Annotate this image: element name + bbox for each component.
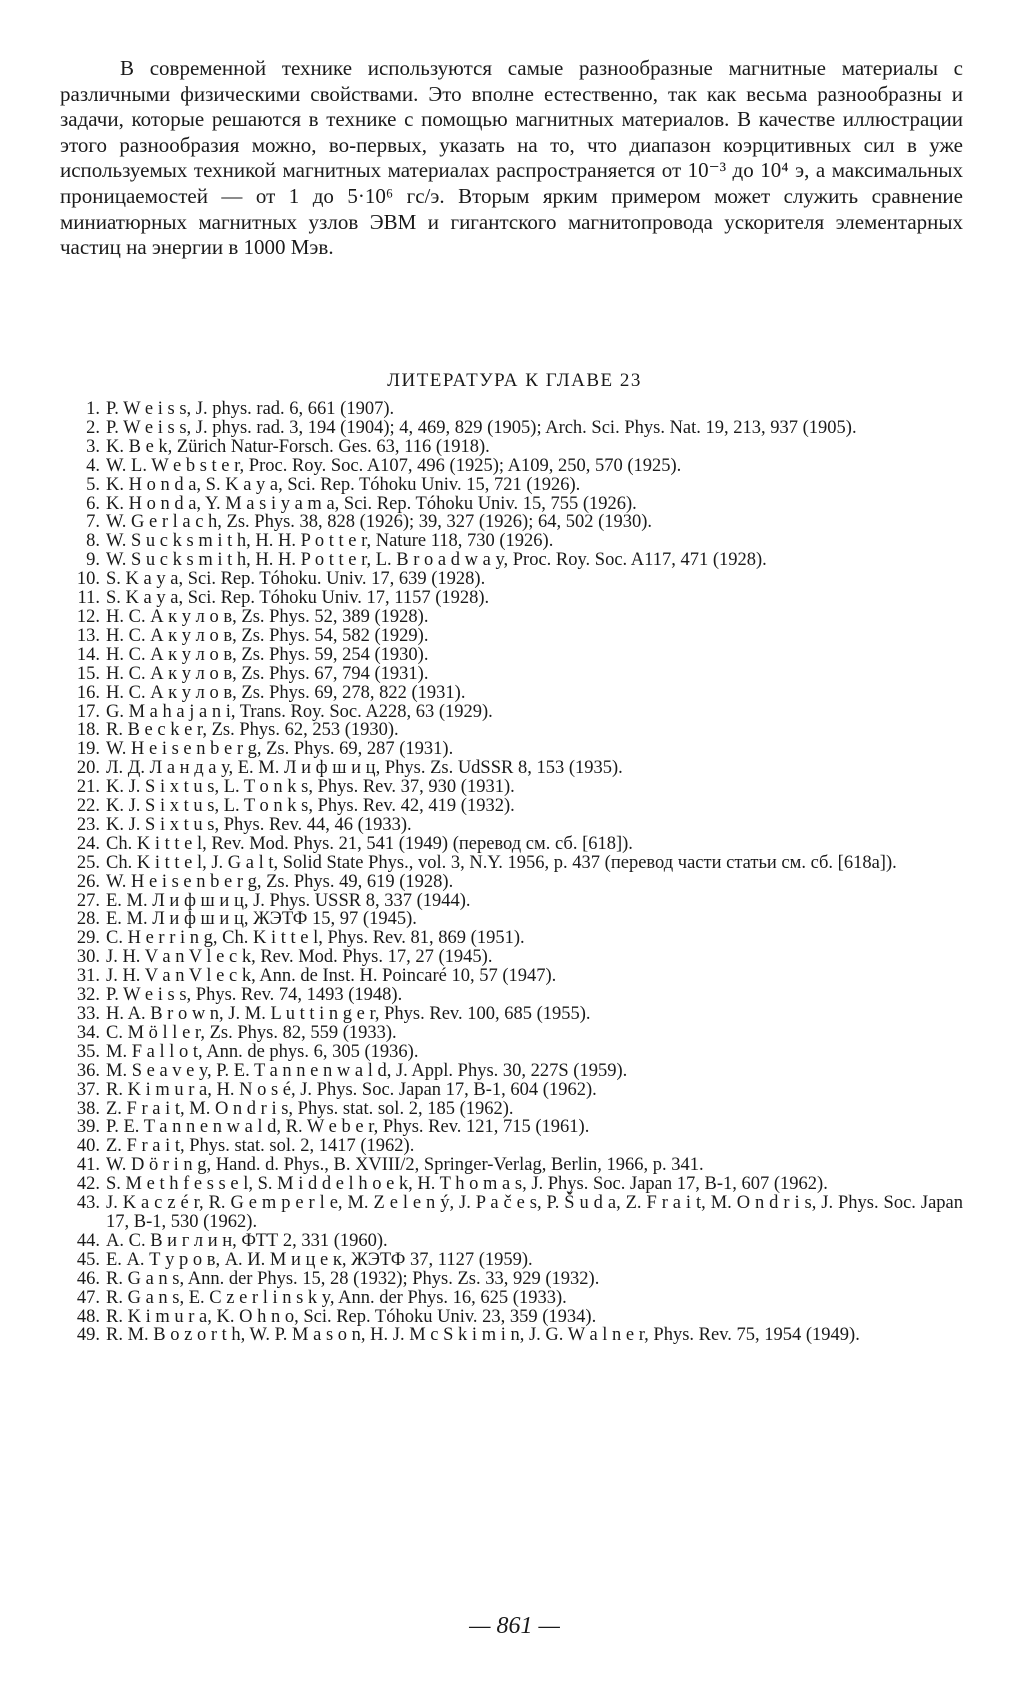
- reference-item: [68, 1156, 963, 1175]
- reference-text: W. G e r l a c h, Zs. Phys. 38, 828 (1926); 39, 327 (1926); 64, 502 (1930).: [106, 512, 653, 533]
- reference-text: Л. Д. Л а н д а у, Е. М. Л и ф ш и ц, Phys. Zs. UdSSR 8, 153 (1935).: [106, 758, 623, 779]
- reference-text: Е. М. Л и ф ш и ц, J. Phys. USSR 8, 337 (1944).: [106, 890, 471, 911]
- reference-item: [68, 778, 963, 797]
- reference-item: [68, 854, 963, 873]
- intro-paragraph: В современной технике используются самые разнообразные магнитные материалы с различными физическими свойствами. Это вполне естественно, так как весьма разнообразны и задачи, которые решаются в технике с помощью магнитных материалов. В качестве иллюстрации этого разнообразия можно, во-первых, указать на то, что диапазон коэрцитивных сил в уже используемых техникой магнитных материалах распространяется от 10⁻³ до 10⁴ э, а максимальных проницаемостей — от 1 до 5·10⁶ гс/э. Вторым ярким примером может служить сравнение миниатюрных магнитных узлов ЭВМ и гигантского магнитопровода ускорителя элементарных частиц на энергии в 1000 Мэв.: [60, 56, 963, 260]
- reference-item: [68, 816, 963, 835]
- reference-text: P. W e i s s, Phys. Rev. 74, 1493 (1948).: [106, 985, 403, 1006]
- reference-number: 8.: [86, 531, 100, 552]
- reference-text: K. H o n d a, S. K a y a, Sci. Rep. Tóhoku Univ. 15, 721 (1926).: [106, 474, 581, 495]
- reference-text: M. F a l l o t, Ann. de phys. 6, 305 (1936).: [106, 1041, 419, 1062]
- reference-item: [68, 570, 963, 589]
- reference-text: W. H e i s e n b e r g, Zs. Phys. 49, 619 (1928).: [106, 871, 454, 892]
- reference-item: [68, 419, 963, 438]
- reference-number: 33.: [76, 1004, 100, 1024]
- reference-item: [68, 703, 963, 722]
- reference-item: [68, 1062, 963, 1081]
- reference-text: Н. С. А к у л о в, Zs. Phys. 54, 582 (1929).: [106, 625, 429, 646]
- reference-number: 40.: [76, 1136, 100, 1157]
- reference-item: [68, 1251, 963, 1270]
- reference-number: 9.: [86, 550, 100, 571]
- reference-text: P. E. T a n n e n w a l d, R. W e b e r, Phys. Rev. 121, 715 (1961).: [106, 1117, 590, 1138]
- reference-text: Z. F r a i t, Phys. stat. sol. 2, 1417 (1962).: [106, 1136, 415, 1157]
- reference-item: [68, 551, 963, 570]
- reference-number: 2.: [86, 417, 100, 438]
- reference-number: 28.: [76, 909, 100, 930]
- reference-text: W. L. W e b s t e r, Proc. Roy. Soc. A107, 496 (1925); A109, 250, 570 (1925).: [106, 455, 682, 476]
- reference-number: 39.: [76, 1117, 100, 1138]
- reference-item: [68, 608, 963, 627]
- reference-item: [68, 1043, 963, 1062]
- reference-item: [68, 948, 963, 967]
- reference-number: 43.: [76, 1193, 100, 1214]
- reference-number: 26.: [76, 871, 100, 892]
- reference-text: G. M a h a j a n i, Trans. Roy. Soc. A228, 63 (1929).: [106, 701, 493, 722]
- reference-number: 35.: [76, 1041, 100, 1062]
- reference-text: C. H e r r i n g, Ch. K i t t e l, Phys. Rev. 81, 869 (1951).: [106, 928, 525, 949]
- reference-text: P. W e i s s, J. phys. rad. 3, 194 (1904); 4, 469, 829 (1905); Arch. Sci. Phys. Nat. 19, 213, 937 (1905).: [106, 417, 857, 438]
- reference-text: Ch. K i t t e l, J. G a l t, Solid State Phys., vol. 3, N.Y. 1956, p. 437 (перевод части статьи см. сб. [618a]).: [106, 852, 897, 873]
- reference-number: 21.: [76, 777, 100, 798]
- reference-text: R. K i m u r a, K. O h n o, Sci. Rep. Tóhoku Univ. 23, 359 (1934).: [106, 1306, 597, 1327]
- reference-number: 48.: [76, 1306, 100, 1327]
- reference-item: [68, 457, 963, 476]
- reference-number: 29.: [76, 928, 100, 949]
- reference-item: [68, 1270, 963, 1289]
- reference-number: 6.: [86, 493, 100, 514]
- reference-text: W. D ö r i n g, Hand. d. Phys., B. XVIII/2, Springer-Verlag, Berlin, 1966, p. 341.: [106, 1155, 704, 1176]
- reference-text: Н. С. А к у л о в, Zs. Phys. 59, 254 (1930).: [106, 644, 429, 665]
- reference-number: 12.: [76, 606, 100, 627]
- reference-number: 7.: [86, 512, 100, 533]
- reference-item: [68, 910, 963, 929]
- page-number: — 861 —: [469, 1613, 560, 1639]
- reference-text: K. J. S i x t u s, Phys. Rev. 44, 46 (1933).: [106, 814, 412, 835]
- reference-item: [68, 1137, 963, 1156]
- reference-number: 5.: [86, 474, 100, 495]
- reference-number: 23.: [76, 814, 100, 835]
- reference-item: [68, 835, 963, 854]
- reference-number: 17.: [76, 701, 100, 722]
- reference-item: [68, 797, 963, 816]
- reference-text: J. H. V a n V l e c k, Rev. Mod. Phys. 17, 27 (1945).: [106, 947, 493, 968]
- reference-number: 13.: [76, 625, 100, 646]
- reference-number: 19.: [76, 739, 100, 760]
- reference-item: [68, 1289, 963, 1308]
- reference-number: 30.: [76, 947, 100, 968]
- reference-item: [68, 438, 963, 457]
- reference-number: 44.: [76, 1230, 100, 1251]
- reference-number: 18.: [76, 720, 100, 741]
- reference-text: S. K a y a, Sci. Rep. Tóhoku. Univ. 17, 639 (1928).: [106, 569, 486, 590]
- reference-text: K. J. S i x t u s, L. T o n k s, Phys. Rev. 37, 930 (1931).: [106, 777, 515, 798]
- reference-item: [68, 646, 963, 665]
- reference-number: 15.: [76, 663, 100, 684]
- reference-text: Н. С. А к у л о в, Zs. Phys. 67, 794 (1931).: [106, 663, 429, 684]
- reference-number: 38.: [76, 1098, 100, 1119]
- reference-number: 32.: [76, 985, 100, 1006]
- reference-item: [68, 759, 963, 778]
- reference-item: [68, 1118, 963, 1137]
- reference-item: [68, 1024, 963, 1043]
- reference-number: 31.: [76, 966, 100, 987]
- reference-item: [68, 684, 963, 703]
- reference-text: Е. А. Т у р о в, А. И. М и ц е к, ЖЭТФ 37, 1127 (1959).: [106, 1249, 533, 1270]
- reference-item: [68, 721, 963, 740]
- reference-text: Ch. K i t t e l, Rev. Mod. Phys. 21, 541 (1949) (перевод см. сб. [618]).: [106, 833, 633, 854]
- reference-number: 27.: [76, 890, 100, 911]
- reference-text: S. K a y a, Sci. Rep. Tóhoku Univ. 17, 1157 (1928).: [106, 588, 490, 609]
- reference-item: [68, 1081, 963, 1100]
- reference-item: [68, 1194, 963, 1232]
- reference-item: [68, 929, 963, 948]
- reference-number: 1.: [86, 399, 100, 419]
- reference-item: [68, 627, 963, 646]
- reference-number: 16.: [76, 682, 100, 703]
- reference-text: Н. С. А к у л о в, Zs. Phys. 69, 278, 822 (1931).: [106, 682, 466, 703]
- reference-text: W. H e i s e n b e r g, Zs. Phys. 69, 287 (1931).: [106, 739, 454, 760]
- reference-text: R. G a n s, E. C z e r l i n s k y, Ann. der Phys. 16, 625 (1933).: [106, 1287, 567, 1308]
- reference-text: S. M e t h f e s s e l, S. M i d d e l h o e k, H. T h o m a s, J. Phys. Soc. Japan 17, B-1, 607 (1962).: [106, 1174, 828, 1195]
- reference-item: [68, 1308, 963, 1327]
- reference-number: 46.: [76, 1268, 100, 1289]
- reference-text: Z. F r a i t, M. O n d r i s, Phys. stat. sol. 2, 185 (1962).: [106, 1098, 514, 1119]
- reference-item: [68, 892, 963, 911]
- reference-text: J. H. V a n V l e c k, Ann. de Inst. H. Poincaré 10, 57 (1947).: [106, 966, 557, 987]
- reference-item: [68, 967, 963, 986]
- reference-text: K. J. S i x t u s, L. T o n k s, Phys. Rev. 42, 419 (1932).: [106, 796, 515, 817]
- reference-number: 25.: [76, 852, 100, 873]
- reference-text: W. S u c k s m i t h, H. H. P o t t e r, Nature 118, 730 (1926).: [106, 531, 554, 552]
- reference-number: 10.: [76, 569, 100, 590]
- reference-item: [68, 1005, 963, 1024]
- reference-text: M. S e a v e y, P. E. T a n n e n w a l d, J. Appl. Phys. 30, 227S (1959).: [106, 1060, 628, 1081]
- reference-text: H. A. B r o w n, J. M. L u t t i n g e r, Phys. Rev. 100, 685 (1955).: [106, 1004, 591, 1024]
- reference-text: W. S u c k s m i t h, H. H. P o t t e r, L. B r o a d w a y, Proc. Roy. Soc. A117, 471 (1928).: [106, 550, 767, 571]
- reference-text: R. K i m u r a, H. N o s é, J. Phys. Soc. Japan 17, B-1, 604 (1962).: [106, 1079, 597, 1100]
- reference-number: 34.: [76, 1022, 100, 1043]
- reference-text: R. B e c k e r, Zs. Phys. 62, 253 (1930).: [106, 720, 399, 741]
- reference-number: 4.: [86, 455, 100, 476]
- reference-item: [68, 532, 963, 551]
- reference-number: 37.: [76, 1079, 100, 1100]
- reference-number: 20.: [76, 758, 100, 779]
- reference-text: R. M. B o z o r t h, W. P. M a s o n, H. J. M c S k i m i n, J. G. W a l n e r, Phys. Rev. 75, 1954 (1949).: [106, 1325, 860, 1346]
- reference-item: [68, 1326, 963, 1345]
- reference-number: 47.: [76, 1287, 100, 1308]
- reference-item: [68, 665, 963, 684]
- reference-list: [68, 400, 963, 1345]
- reference-number: 22.: [76, 796, 100, 817]
- reference-item: [68, 589, 963, 608]
- reference-number: 49.: [76, 1325, 100, 1346]
- reference-text: А. С. В и г л и н, ФТТ 2, 331 (1960).: [106, 1230, 388, 1251]
- reference-number: 45.: [76, 1249, 100, 1270]
- reference-text: K. B e k, Zürich Natur-Forsch. Ges. 63, 116 (1918).: [106, 436, 490, 457]
- reference-text: J. K a c z é r, R. G e m p e r l e, M. Z e l e n ý, J. P a č e s, P. Š u d a, Z. F r a i t, M. O n d r i s, J. Phys. Soc. Japan 17, B-1, 530 (1962).: [106, 1193, 963, 1232]
- reference-item: [68, 873, 963, 892]
- reference-number: 42.: [76, 1174, 100, 1195]
- reference-item: [68, 986, 963, 1005]
- reference-number: 11.: [77, 588, 100, 609]
- reference-number: 36.: [76, 1060, 100, 1081]
- reference-item: [68, 513, 963, 532]
- reference-item: [68, 400, 963, 419]
- reference-text: C. M ö l l e r, Zs. Phys. 82, 559 (1933).: [106, 1022, 397, 1043]
- reference-item: [68, 740, 963, 759]
- reference-item: [68, 1100, 963, 1119]
- reference-text: P. W e i s s, J. phys. rad. 6, 661 (1907).: [106, 399, 395, 419]
- reference-text: Е. М. Л и ф ш и ц, ЖЭТФ 15, 97 (1945).: [106, 909, 417, 930]
- reference-text: K. H o n d a, Y. M a s i y a m a, Sci. Rep. Tóhoku Univ. 15, 755 (1926).: [106, 493, 637, 514]
- reference-text: Н. С. А к у л о в, Zs. Phys. 52, 389 (1928).: [106, 606, 429, 627]
- reference-number: 24.: [76, 833, 100, 854]
- reference-number: 41.: [76, 1155, 100, 1176]
- references-heading: ЛИТЕРАТУРА К ГЛАВЕ 23: [387, 370, 642, 391]
- reference-item: [68, 495, 963, 514]
- reference-number: 3.: [86, 436, 100, 457]
- reference-item: [68, 476, 963, 495]
- reference-text: R. G a n s, Ann. der Phys. 15, 28 (1932); Phys. Zs. 33, 929 (1932).: [106, 1268, 600, 1289]
- reference-item: [68, 1232, 963, 1251]
- reference-item: [68, 1175, 963, 1194]
- reference-number: 14.: [76, 644, 100, 665]
